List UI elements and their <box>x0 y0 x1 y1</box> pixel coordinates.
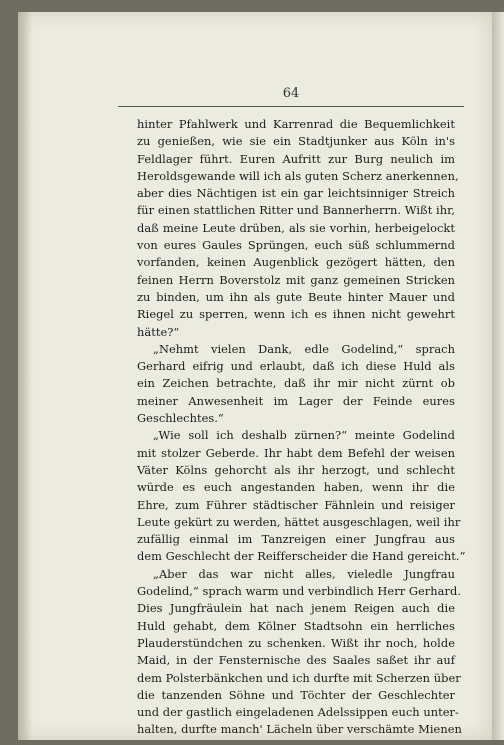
text-line: Huld gehabt, dem Kölner Stadtsohn ein herrliches <box>137 618 455 633</box>
text-line: „Nehmt vielen Dank, edle Godelind,“ sprach <box>153 341 455 356</box>
text-line: dem Geschlecht der Reifferscheider die Hand gereicht.“ <box>137 549 466 564</box>
text-line: Plauderstündchen zu schenken. Wißt ihr noch, holde <box>137 635 455 650</box>
text-line: hätte?“ <box>137 324 180 339</box>
text-line: meiner Anwesenheit im Lager der Feinde eures <box>137 393 455 408</box>
text-line: von eures Gaules Sprüngen, euch süß schlummernd <box>137 238 455 253</box>
body-text <box>137 116 466 739</box>
text-line: feinen Herrn Boverstolz mit ganz gemeinen Stricken <box>137 272 455 287</box>
text-line: Dies Jungfräulein hat nach jenem Reigen auch die <box>137 601 455 616</box>
text-line: vorfanden, keinen Augenblick gezögert hätten, den <box>137 255 455 270</box>
text-line: Feldlager führt. Euren Aufritt zur Burg neulich im <box>137 151 455 166</box>
text-line: halten, durfte manch' Lächeln über verschämte Mienen <box>137 722 462 737</box>
text-line: Väter Kölns gehorcht als ihr herzogt, und schlecht <box>137 462 455 477</box>
header-rule <box>118 106 464 107</box>
text-line: dem Polsterbänkchen und ich durfte mit Scherzen über <box>137 670 461 685</box>
text-line: Maid, in der Fensternische des Saales saßet ihr auf <box>137 653 455 668</box>
text-line: zu genießen, wie sie ein Stadtjunker aus Köln in's <box>137 134 455 149</box>
text-line: zu binden, um ihn als gute Beute hinter Mauer und <box>137 289 455 304</box>
text-line: Heroldsgewande will ich als guten Scherz anerkennen, <box>137 168 459 183</box>
text-line: ein Zeichen betrachte, daß ihr mir nicht zürnt ob <box>137 376 455 391</box>
text-line: die tanzenden Söhne und Töchter der Geschlechter <box>137 687 455 702</box>
page-number: 64 <box>282 86 300 101</box>
text-line: für einen stattlichen Ritter und Bannerherrn. Wißt ihr, <box>137 203 455 218</box>
text-line: Leute gekürt zu werden, hättet ausgeschlagen, weil ihr <box>137 514 461 529</box>
text-line: hinter Pfahlwerk und Karrenrad die Bequemlichkeit <box>137 117 455 131</box>
text-line: daß meine Leute drüben, als sie vorhin, herbeigelockt <box>137 220 455 235</box>
text-line: würde es euch angestanden haben, wenn ihr die <box>137 480 455 495</box>
text-line: Godelind,“ sprach warm und verbindlich Herr Gerhard. <box>137 584 462 599</box>
book-page <box>18 12 492 740</box>
text-line: zufällig einmal im Tanzreigen einer Jungfrau aus <box>137 532 455 547</box>
text-line: Riegel zu sperren, wenn ich es ihnen nicht gewehrt <box>137 307 455 322</box>
text-line: „Wie soll ich deshalb zürnen?“ meinte Godelind <box>153 428 455 443</box>
text-line: Geschlechtes.“ <box>137 411 224 426</box>
text-line: aber dies Nächtigen ist ein gar leichtsinniger Streich <box>137 186 455 201</box>
text-line: Ehre, zum Führer städtischer Fähnlein und reisiger <box>137 497 455 512</box>
text-line: Gerhard eifrig und erlaubt, daß ich diese Huld als <box>137 359 455 374</box>
text-line: und der gastlich eingeladenen Adelssippen euch unter- <box>137 705 459 720</box>
next-page-edge <box>492 12 504 740</box>
text-line: mit stolzer Geberde. Ihr habt dem Befehl der weisen <box>137 445 455 460</box>
text-line: „Aber das war nicht alles, vieledle Jungfrau <box>153 566 455 581</box>
